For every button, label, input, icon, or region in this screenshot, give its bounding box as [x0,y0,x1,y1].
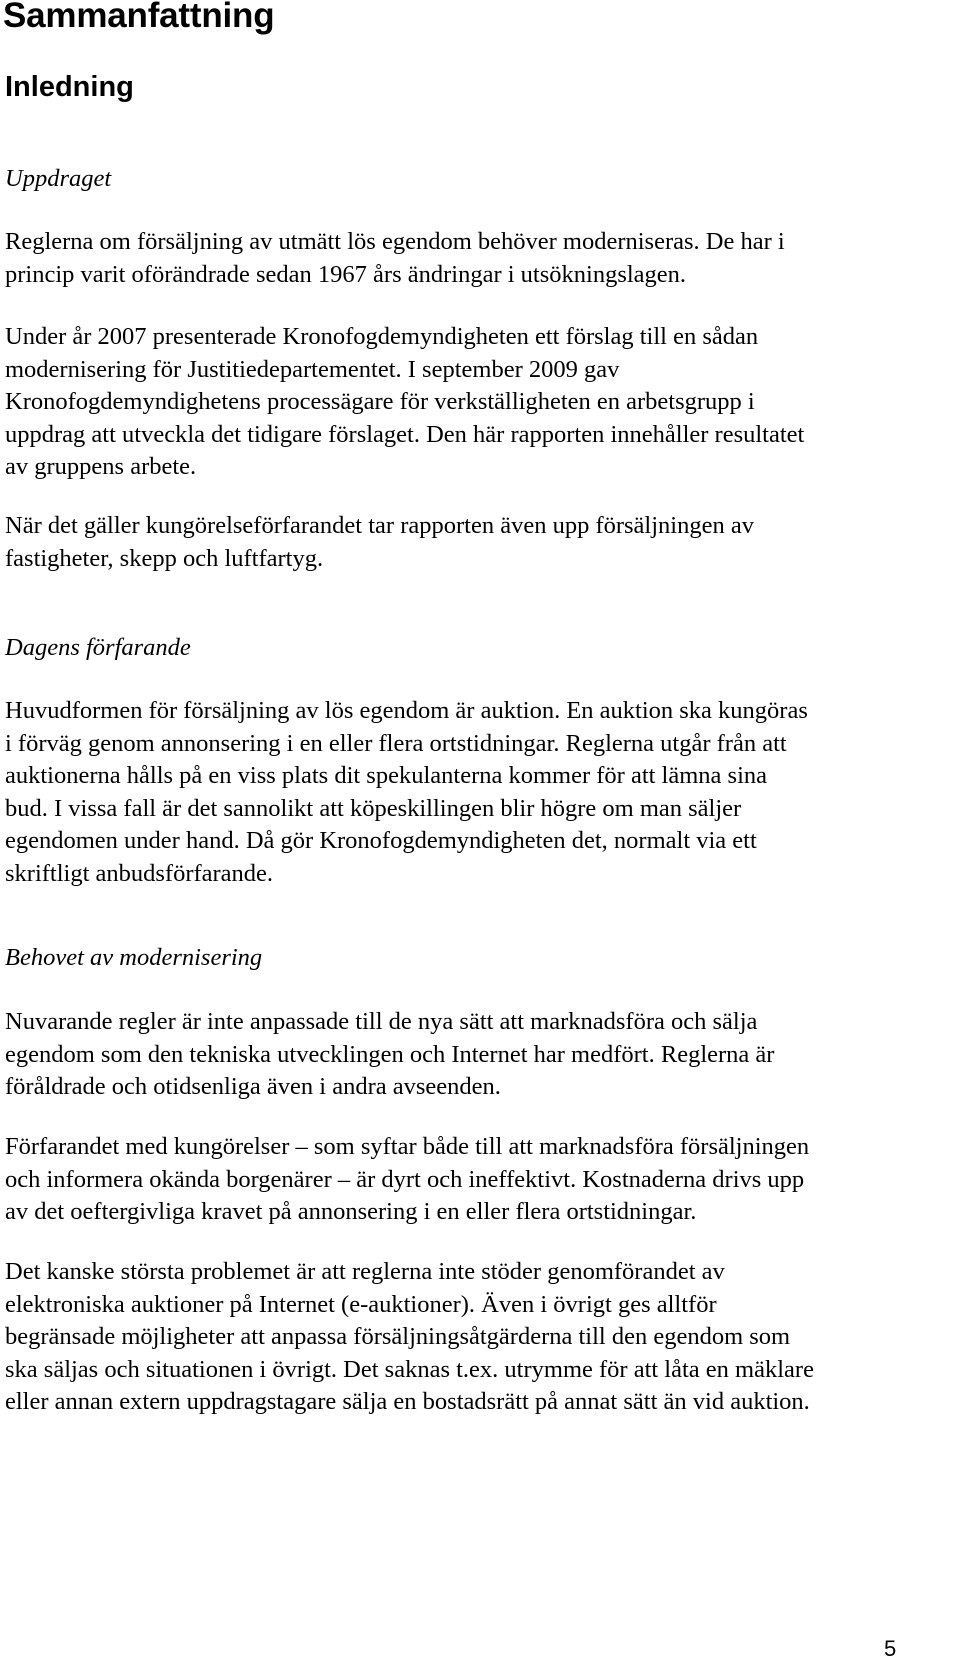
text-line: Nuvarande regler är inte anpassade till de nya sätt att marknadsföra och sälja [5,1008,758,1035]
text-line: auktionerna hålls på en viss plats dit spekulanterna kommer för att lämna sina [5,762,768,789]
text-line: skriftligt anbudsförfarande. [5,859,274,887]
page-title: Sammanfattning [3,0,275,35]
text-line: fastigheter, skepp och luftfartyg. [5,544,324,572]
text-line: uppdrag att utveckla det tidigare förslaget. Den här rapporten innehåller resultatet [5,420,805,448]
text-line: i förväg genom annonsering i en eller flera ortstidningar. Reglerna utgår från att [5,729,787,757]
text-line: Det kanske största problemet är att reglerna inte stöder genomförandet av [5,1258,725,1285]
text-line: egendomen under hand. Då gör Kronofogdemyndigheten det, normalt via ett [5,827,757,854]
text-line: Huvudformen för försäljning av lös egendom är auktion. En auktion ska kungöras [5,697,808,724]
text-line: princip varit oförändrade sedan 1967 års ändringar i utsökningslagen. [5,260,687,288]
text-line: av gruppens arbete. [5,453,197,480]
text-line: eller annan extern uppdragstagare sälja en bostadsrätt på annat sätt än vid auktion. [5,1388,810,1415]
paragraph-dagens-forfarande [5,695,955,890]
text-line: och informera okända borgenärer – är dyrt och ineffektivt. Kostnaderna drivs upp [5,1165,805,1193]
paragraph-uppdraget-1 [5,226,955,291]
page-number: 5 [884,1636,897,1661]
text-line: När det gäller kungörelseförfarandet tar rapporten även upp försäljningen av [5,512,754,539]
paragraph-uppdraget-3 [5,510,955,575]
paragraph-behovet-2 [5,1131,955,1229]
text-line: modernisering för Justitiedepartementet. I september 2009 gav [5,355,620,383]
subheading-behovet-av-modernisering: Behovet av modernisering [5,944,263,971]
text-line: egendom som den tekniska utvecklingen och Internet har medfört. Reglerna är [5,1040,775,1068]
paragraph-behovet-1 [5,1006,955,1104]
section-title-inledning: Inledning [5,71,134,103]
paragraph-behovet-3 [5,1256,955,1419]
text-line: elektroniska auktioner på Internet (e-auktioner). Även i övrigt ges alltför [5,1290,717,1318]
subheading-dagens-forfarande: Dagens förfarande [5,634,191,661]
text-line: Reglerna om försäljning av utmätt lös egendom behöver moderniseras. De har i [5,228,785,255]
text-line: föråldrade och otidsenliga även i andra avseenden. [5,1073,501,1100]
text-line: av det oeftergivliga kravet på annonsering i en eller flera ortstidningar. [5,1198,697,1225]
text-line: bud. I vissa fall är det sannolikt att köpeskillingen blir högre om man säljer [5,794,742,822]
text-line: Kronofogdemyndighetens processägare för verkställigheten en arbetsgrupp i [5,388,755,415]
subheading-uppdraget: Uppdraget [5,165,112,192]
text-line: begränsade möjligheter att anpassa försäljningsåtgärderna till den egendom som [5,1323,791,1350]
text-line: ska säljas och situationen i övrigt. Det saknas t.ex. utrymme för att låta en mäklare [5,1355,814,1383]
paragraph-uppdraget-2 [5,321,955,484]
text-line: Förfarandet med kungörelser – som syftar både till att marknadsföra försäljningen [5,1133,810,1160]
text-line: Under år 2007 presenterade Kronofogdemyndigheten ett förslag till en sådan [5,323,759,350]
